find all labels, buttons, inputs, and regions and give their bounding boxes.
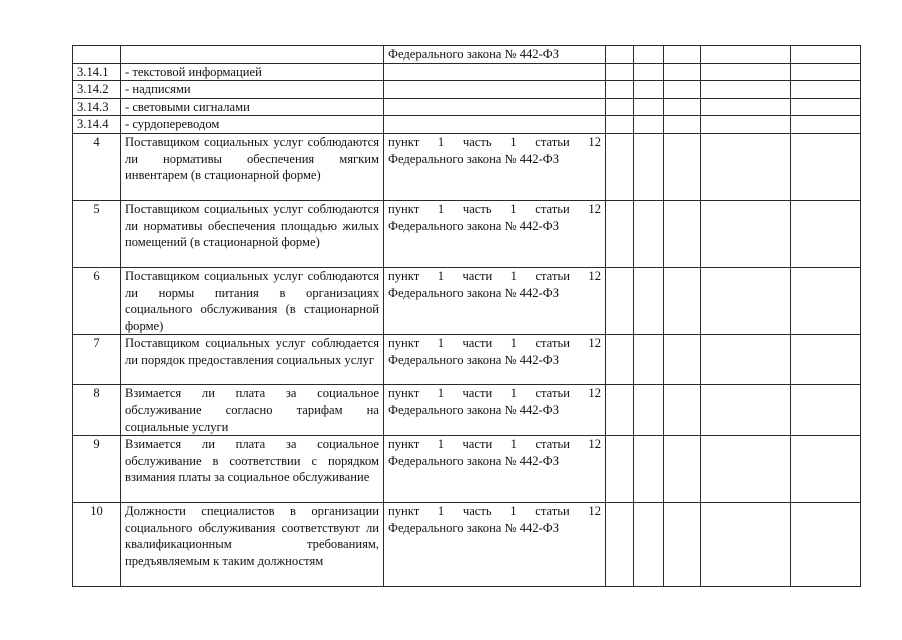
- empty-cell: [791, 116, 861, 134]
- law-reference-cell: [384, 63, 606, 81]
- row-number: [73, 46, 121, 64]
- question-cell: Поставщиком социальных услуг соблюдаются ли нормы питания в организациях социального обслуживания (в стационарной форме): [121, 267, 384, 334]
- law-reference-cell: [384, 81, 606, 99]
- law-reference-cell: пункт 1 часть 1 статьи 12 Федерального закона № 442-ФЗ: [384, 200, 606, 267]
- table-row: [73, 503, 861, 587]
- law-reference-cell: пункт 1 части 1 статьи 12 Федерального закона № 442-ФЗ: [384, 436, 606, 503]
- empty-cell: [701, 63, 791, 81]
- empty-cell: [634, 63, 664, 81]
- empty-cell: [634, 116, 664, 134]
- empty-cell: [606, 46, 634, 64]
- empty-cell: [606, 133, 634, 200]
- empty-cell: [791, 133, 861, 200]
- table-row: [73, 267, 861, 334]
- empty-cell: [664, 200, 701, 267]
- empty-cell: [664, 133, 701, 200]
- empty-cell: [664, 63, 701, 81]
- table-row: [73, 200, 861, 267]
- empty-cell: [664, 335, 701, 385]
- law-reference-cell: [384, 116, 606, 134]
- empty-cell: [791, 46, 861, 64]
- table-row: [73, 335, 861, 385]
- row-number: 5: [73, 200, 121, 267]
- empty-cell: [791, 63, 861, 81]
- question-cell: Поставщиком социальных услуг соблюдается ли порядок предоставления социальных услуг: [121, 335, 384, 385]
- empty-cell: [634, 46, 664, 64]
- empty-cell: [606, 116, 634, 134]
- row-number: 3.14.4: [73, 116, 121, 134]
- question-cell: - текстовой информацией: [121, 63, 384, 81]
- empty-cell: [606, 503, 634, 587]
- law-reference-cell: пункт 1 части 1 статьи 12 Федерального закона № 442-ФЗ: [384, 267, 606, 334]
- row-number: 3.14.3: [73, 98, 121, 116]
- empty-cell: [701, 46, 791, 64]
- table-body: [73, 46, 861, 587]
- empty-cell: [634, 133, 664, 200]
- row-number: 8: [73, 385, 121, 436]
- empty-cell: [634, 503, 664, 587]
- empty-cell: [701, 116, 791, 134]
- question-cell: [121, 46, 384, 64]
- empty-cell: [634, 267, 664, 334]
- empty-cell: [791, 436, 861, 503]
- empty-cell: [664, 46, 701, 64]
- empty-cell: [664, 267, 701, 334]
- table-row: [73, 385, 861, 436]
- law-reference-cell: [384, 98, 606, 116]
- empty-cell: [791, 200, 861, 267]
- empty-cell: [606, 63, 634, 81]
- empty-cell: [606, 81, 634, 99]
- empty-cell: [634, 98, 664, 116]
- empty-cell: [701, 98, 791, 116]
- empty-cell: [701, 335, 791, 385]
- table-row: [73, 98, 861, 116]
- empty-cell: [664, 385, 701, 436]
- row-number: 6: [73, 267, 121, 334]
- law-reference-cell: пункт 1 часть 1 статьи 12 Федерального закона № 442-ФЗ: [384, 133, 606, 200]
- empty-cell: [606, 200, 634, 267]
- empty-cell: [791, 98, 861, 116]
- question-cell: - световыми сигналами: [121, 98, 384, 116]
- question-cell: - сурдопереводом: [121, 116, 384, 134]
- law-reference-cell: пункт 1 части 1 статьи 12 Федерального закона № 442-ФЗ: [384, 385, 606, 436]
- empty-cell: [701, 503, 791, 587]
- empty-cell: [606, 98, 634, 116]
- empty-cell: [701, 200, 791, 267]
- empty-cell: [701, 267, 791, 334]
- empty-cell: [606, 436, 634, 503]
- empty-cell: [701, 133, 791, 200]
- empty-cell: [606, 335, 634, 385]
- question-cell: Поставщиком социальных услуг соблюдаются ли нормативы обеспечения мягким инвентарем (в стационарной форме): [121, 133, 384, 200]
- empty-cell: [791, 385, 861, 436]
- empty-cell: [664, 503, 701, 587]
- empty-cell: [634, 436, 664, 503]
- law-reference-cell: Федерального закона № 442-ФЗ: [384, 46, 606, 64]
- table-row: [73, 116, 861, 134]
- law-reference-cell: пункт 1 части 1 статьи 12 Федерального закона № 442-ФЗ: [384, 335, 606, 385]
- empty-cell: [701, 436, 791, 503]
- empty-cell: [791, 335, 861, 385]
- empty-cell: [606, 267, 634, 334]
- table-row: [73, 81, 861, 99]
- empty-cell: [664, 81, 701, 99]
- table-row: [73, 436, 861, 503]
- row-number: 4: [73, 133, 121, 200]
- empty-cell: [791, 503, 861, 587]
- row-number: 9: [73, 436, 121, 503]
- empty-cell: [664, 98, 701, 116]
- empty-cell: [701, 385, 791, 436]
- empty-cell: [606, 385, 634, 436]
- question-cell: Должности специалистов в организации социального обслуживания соответствуют ли квалификационным требованиям, предъявляемым к таким должностям: [121, 503, 384, 587]
- checklist-table: [72, 45, 861, 587]
- question-cell: - надписями: [121, 81, 384, 99]
- question-cell: Взимается ли плата за социальное обслуживание согласно тарифам на социальные услуги: [121, 385, 384, 436]
- empty-cell: [664, 436, 701, 503]
- question-cell: Взимается ли плата за социальное обслуживание в соответствии с порядком взимания платы за социальное обслуживание: [121, 436, 384, 503]
- empty-cell: [634, 335, 664, 385]
- empty-cell: [634, 385, 664, 436]
- empty-cell: [634, 81, 664, 99]
- row-number: 3.14.1: [73, 63, 121, 81]
- table-row: [73, 133, 861, 200]
- table-row: [73, 63, 861, 81]
- row-number: 3.14.2: [73, 81, 121, 99]
- table-row: [73, 46, 861, 64]
- question-cell: Поставщиком социальных услуг соблюдаются ли нормативы обеспечения площадью жилых помещений (в стационарной форме): [121, 200, 384, 267]
- empty-cell: [634, 200, 664, 267]
- empty-cell: [791, 267, 861, 334]
- empty-cell: [701, 81, 791, 99]
- row-number: 7: [73, 335, 121, 385]
- law-reference-cell: пункт 1 часть 1 статьи 12 Федерального закона № 442-ФЗ: [384, 503, 606, 587]
- row-number: 10: [73, 503, 121, 587]
- empty-cell: [791, 81, 861, 99]
- empty-cell: [664, 116, 701, 134]
